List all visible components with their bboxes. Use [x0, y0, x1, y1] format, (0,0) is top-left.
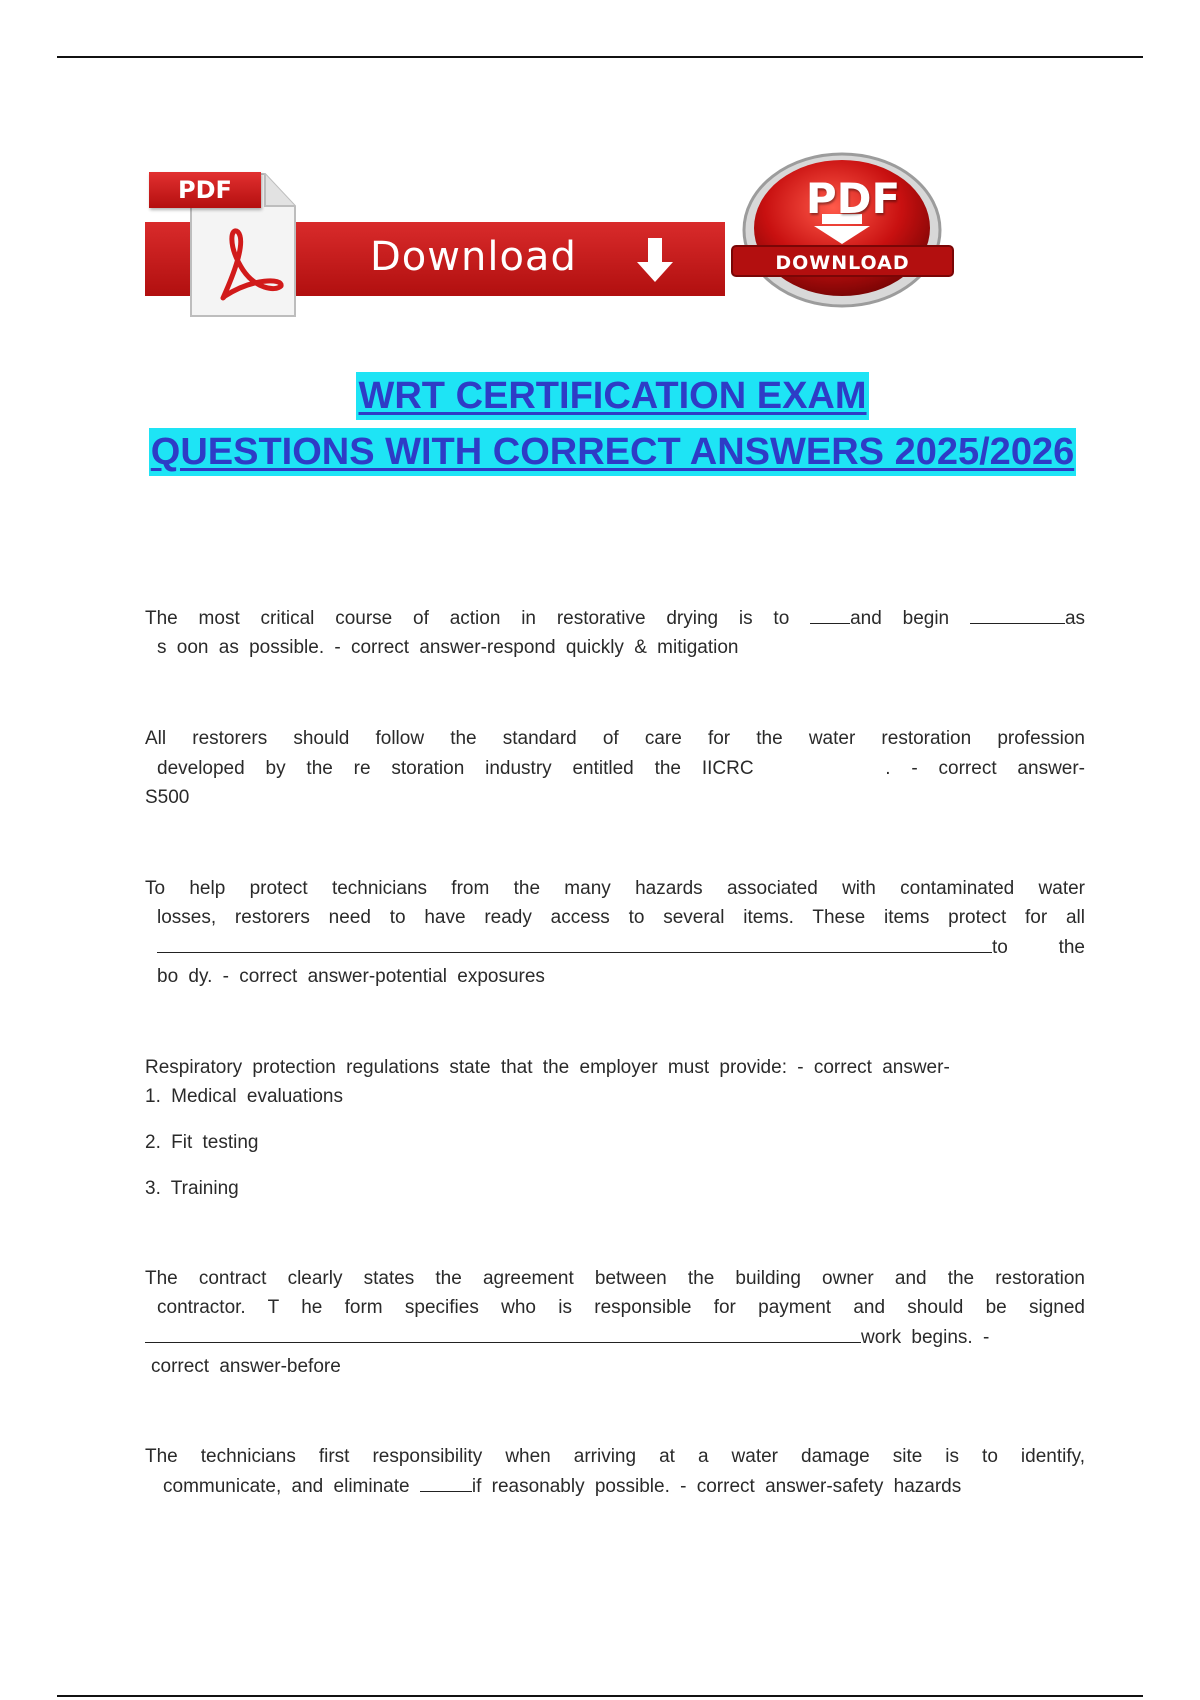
q6-text-a: communicate, and eliminate [163, 1476, 410, 1497]
answer-blank [970, 603, 1065, 624]
answer-blank [157, 932, 992, 953]
q3-line-3 [145, 932, 1085, 962]
q1-text-c: as [1064, 608, 1086, 629]
q1-text-a: The most critical course of action in restorative drying is to [145, 608, 790, 629]
q5-text: work begins. - [861, 1327, 990, 1348]
q2-text-b: . - correct answer- [885, 758, 1086, 779]
bottom-rule [57, 1695, 1143, 1697]
answer-blank [420, 1471, 472, 1492]
question-1 [145, 603, 1085, 662]
q3-line-2: losses, restorers need to have ready access to several items. These items protect for all [157, 907, 1085, 928]
q4-item-3: 3. Training [145, 1178, 239, 1199]
question-4 [145, 1053, 1085, 1203]
q1-line-1 [145, 603, 1085, 633]
q3-text-to: to [992, 937, 1008, 958]
question-2 [145, 724, 1085, 812]
q4-item-1: 1. Medical evaluations [145, 1086, 343, 1107]
q2-line-3: S500 [145, 787, 190, 808]
title-line-1: WRT CERTIFICATION EXAM [356, 372, 868, 420]
q5-line-4: correct answer-before [151, 1356, 341, 1377]
question-6 [145, 1442, 1085, 1501]
q5-line-1: The contract clearly states the agreement between the building owner and the restoration [145, 1268, 1085, 1289]
download-arrow-icon [635, 236, 675, 286]
q3-line-1: To help protect technicians from the many hazards associated with contaminated water [145, 878, 1085, 899]
q4-line-1: Respiratory protection regulations state that the employer must provide: - correct answer- [145, 1057, 950, 1078]
badge-download-label: DOWNLOAD [775, 252, 910, 274]
pdf-tag: PDF [149, 172, 261, 208]
q2-line-2 [145, 753, 1085, 783]
top-rule [57, 56, 1143, 58]
pdf-download-banner[interactable] [145, 150, 965, 320]
q1-text-b: and begin [850, 608, 950, 629]
q3-line-4: bo dy. - correct answer-potential exposures [157, 966, 545, 987]
q1-line-2: s oon as possible. - correct answer-respond quickly & mitigation [157, 637, 739, 658]
answer-blank [774, 753, 864, 774]
question-5 [145, 1264, 1085, 1381]
badge-pdf-label: PDF [805, 174, 901, 223]
q6-line-2 [145, 1471, 1085, 1501]
answer-blank [145, 1322, 861, 1343]
q6-text-b: if reasonably possible. - correct answer-safety hazards [471, 1476, 962, 1497]
q5-line-3 [145, 1322, 1085, 1352]
answer-blank [810, 603, 850, 624]
q2-line-1: All restorers should follow the standard of care for the water restoration profession [145, 728, 1085, 749]
download-label[interactable]: Download [370, 234, 577, 280]
q5-line-2: contractor. T he form specifies who is responsible for payment and should be signed [157, 1297, 1085, 1318]
q2-text-a: developed by the re storation industry entitled the IICRC [157, 758, 754, 779]
q6-line-1: The technicians first responsibility when arriving at a water damage site is to identify, [145, 1446, 1085, 1467]
q4-item-2: 2. Fit testing [145, 1132, 259, 1153]
q3-text-the: the [1058, 937, 1085, 958]
question-3 [145, 874, 1085, 991]
document-title [0, 372, 1200, 484]
title-line-2: QUESTIONS WITH CORRECT ANSWERS 2025/2026 [149, 428, 1076, 476]
